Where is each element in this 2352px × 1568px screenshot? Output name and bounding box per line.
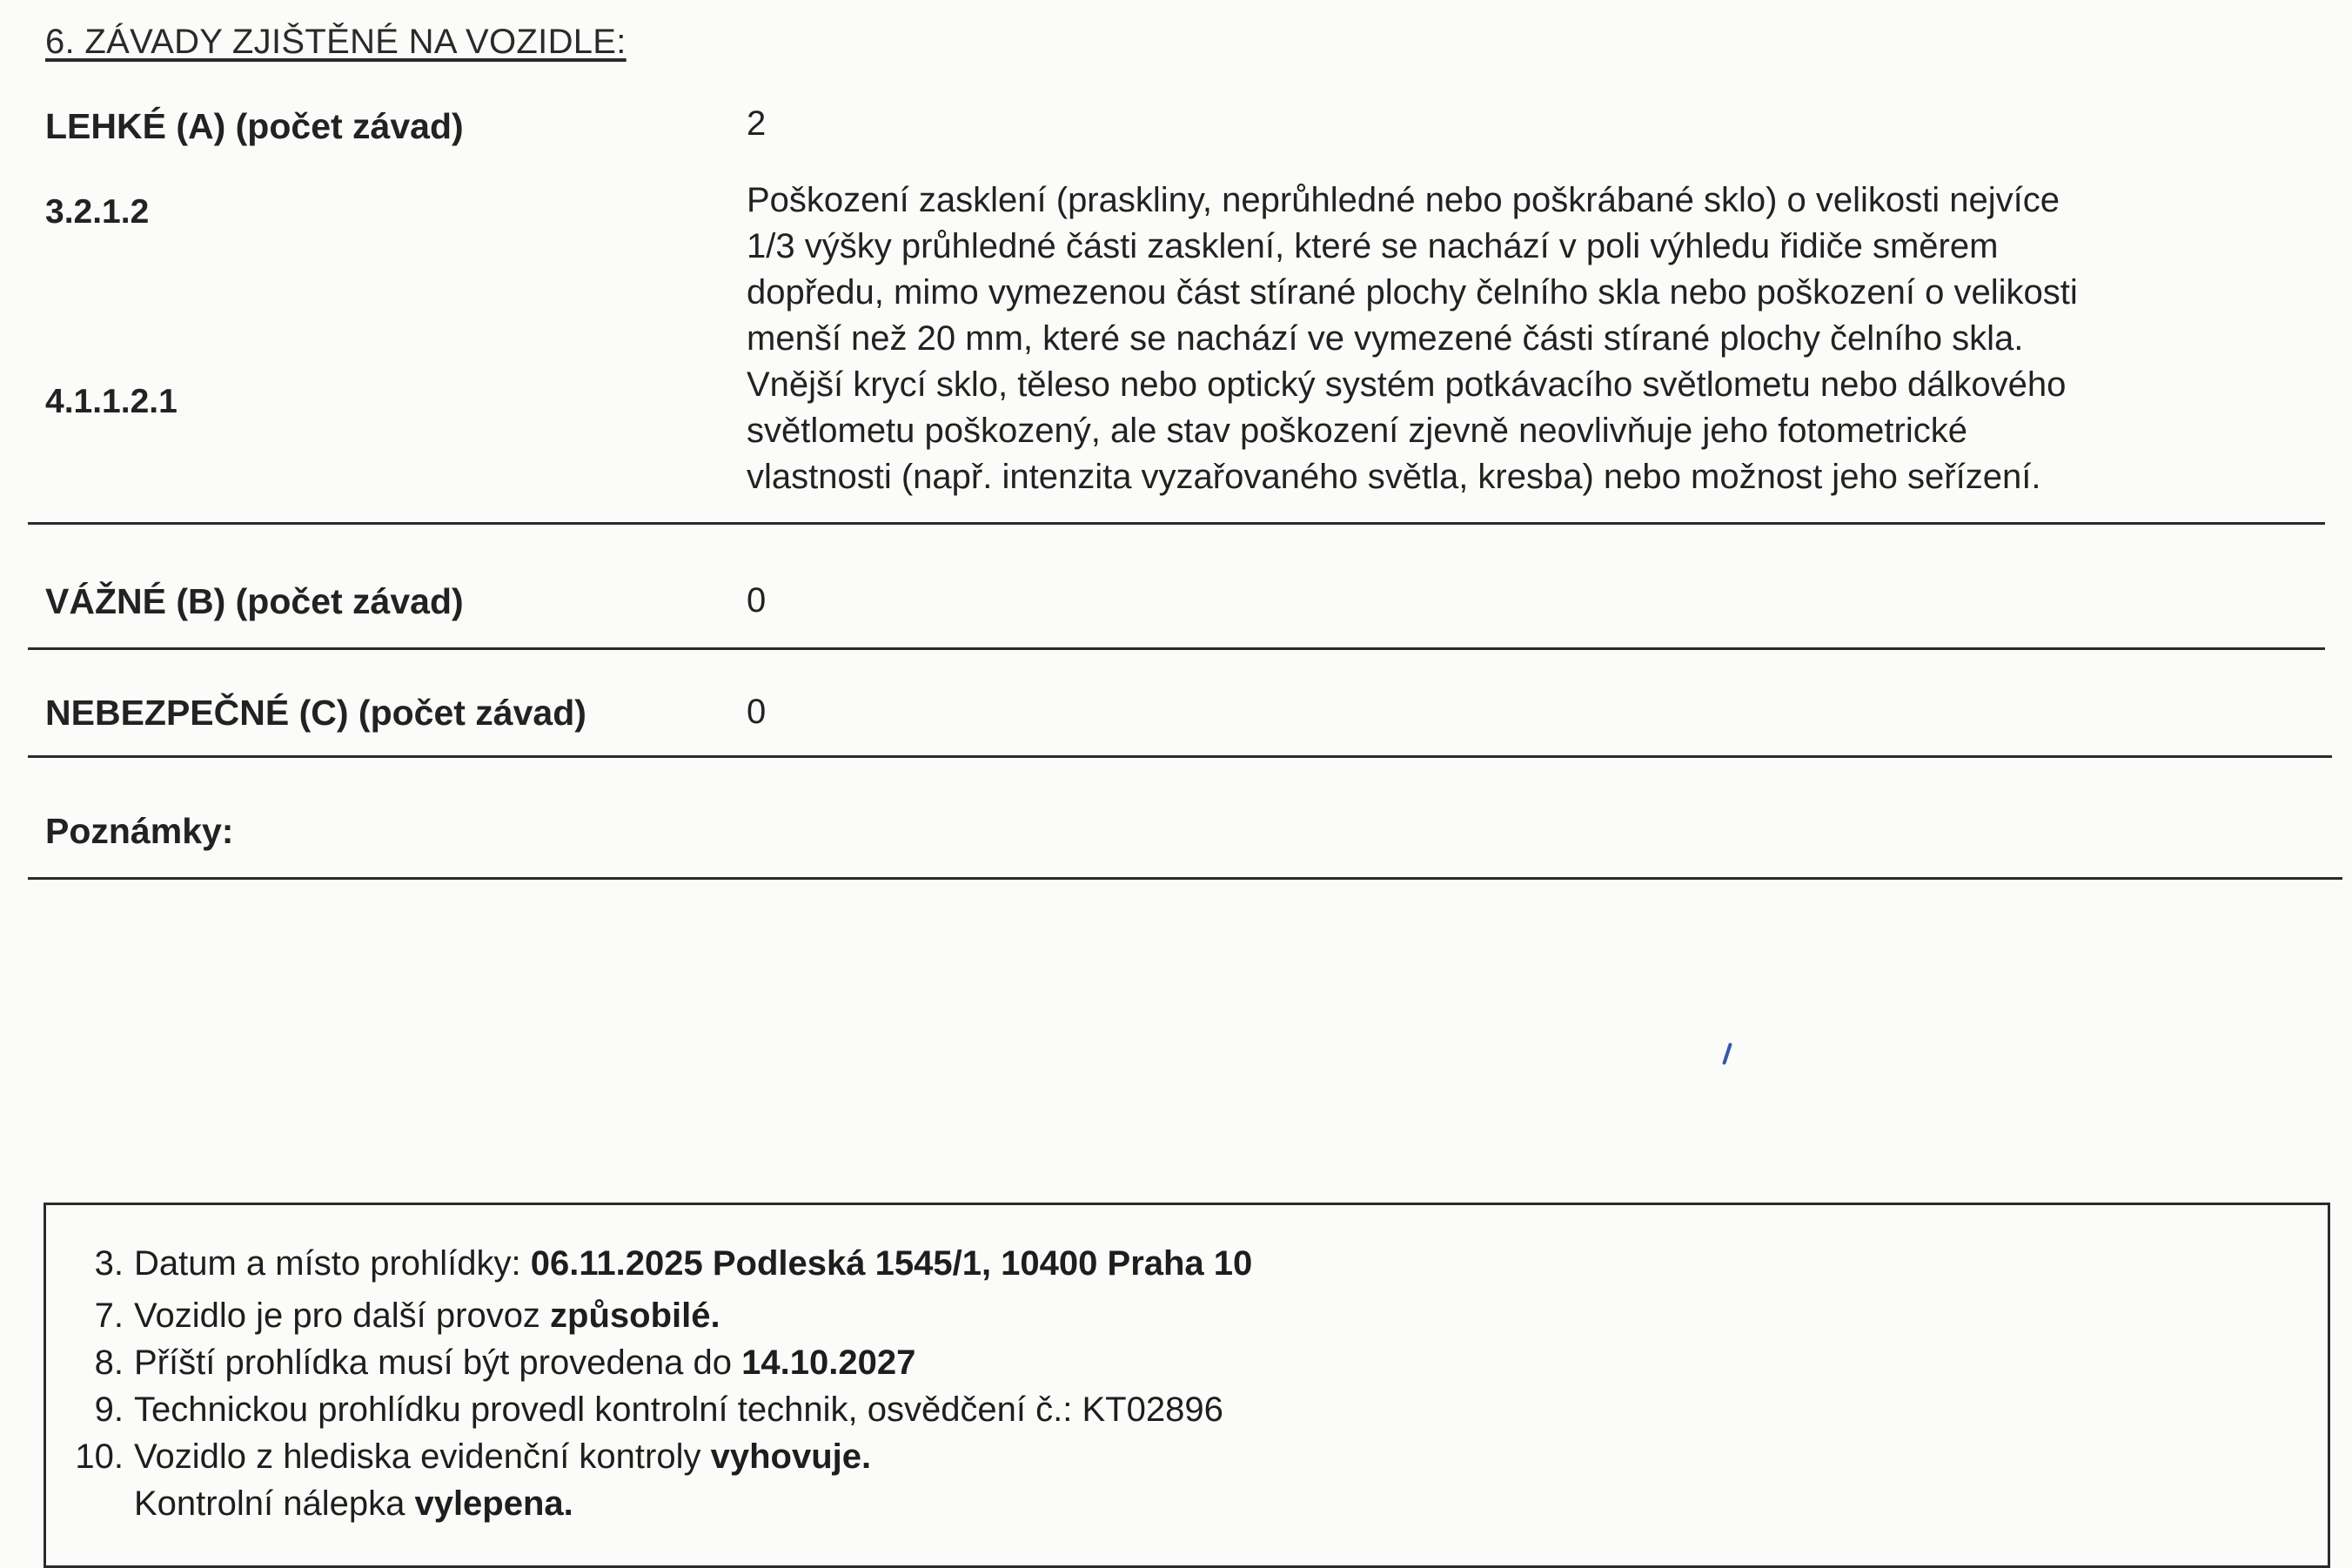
defect-line: vlastnosti (např. intenzita vyzařovaného světla, kresba) nebo možnost jeho seřízení. [747,458,2041,496]
summary-item: 7. Vozidlo je pro další provoz způsobilé. [94,1297,720,1335]
light-defects-label: LEHKÉ (A) (počet závad) [45,106,464,146]
divider [28,522,2325,525]
divider [28,647,2325,650]
serious-defects-count: 0 [747,581,767,620]
summary-item: 8. Příští prohlídka musí být provedena do 14.10.2027 [94,1344,916,1382]
light-defects-count: 2 [747,104,767,143]
defect-line: dopředu, mimo vymezenou část stírané plochy čelního skla nebo poškození o velikosti [747,273,2078,312]
defect-description [747,178,2352,362]
defect-description [747,362,2352,500]
defect-code: 4.1.1.2.1 [45,383,178,420]
divider [28,755,2332,758]
defect-line: světlometu poškozený, ale stav poškození zjevně neovlivňuje jeho fotometrické [747,412,1967,450]
dangerous-defects-label: NEBEZPEČNÉ (C) (počet závad) [45,693,586,733]
defect-line: 1/3 výšky průhledné části zasklení, které se nachází v poli výhledu řidiče směrem [747,227,1999,265]
serious-defects-label: VÁŽNÉ (B) (počet závad) [45,581,464,621]
divider [28,877,2342,880]
section-title: 6. ZÁVADY ZJIŠTĚNÉ NA VOZIDLE: [45,23,627,61]
dangerous-defects-count: 0 [747,693,767,731]
defect-line: menší než 20 mm, které se nachází ve vymezené části stírané plochy čelního skla. [747,319,2024,358]
notes-label: Poznámky: [45,811,234,851]
summary-item: 10. Vozidlo z hlediska evidenční kontroly vyhovuje. [75,1437,872,1476]
summary-item: 9. Technickou prohlídku provedl kontrolní technik, osvědčení č.: KT02896 [94,1390,1223,1429]
pen-mark [1722,1042,1732,1065]
summary-item: 3. Datum a místo prohlídky: 06.11.2025 Podleská 1545/1, 10400 Praha 10 [94,1244,1253,1283]
defect-code: 3.2.1.2 [45,193,150,231]
defect-line: Poškození zasklení (praskliny, neprůhledné nebo poškrábané sklo) o velikosti nejvíce [747,181,2060,219]
defect-line: Vnější krycí sklo, těleso nebo optický systém potkávacího světlometu nebo dálkového [747,365,2067,404]
summary-item: Kontrolní nálepka vylepena. [134,1484,573,1523]
